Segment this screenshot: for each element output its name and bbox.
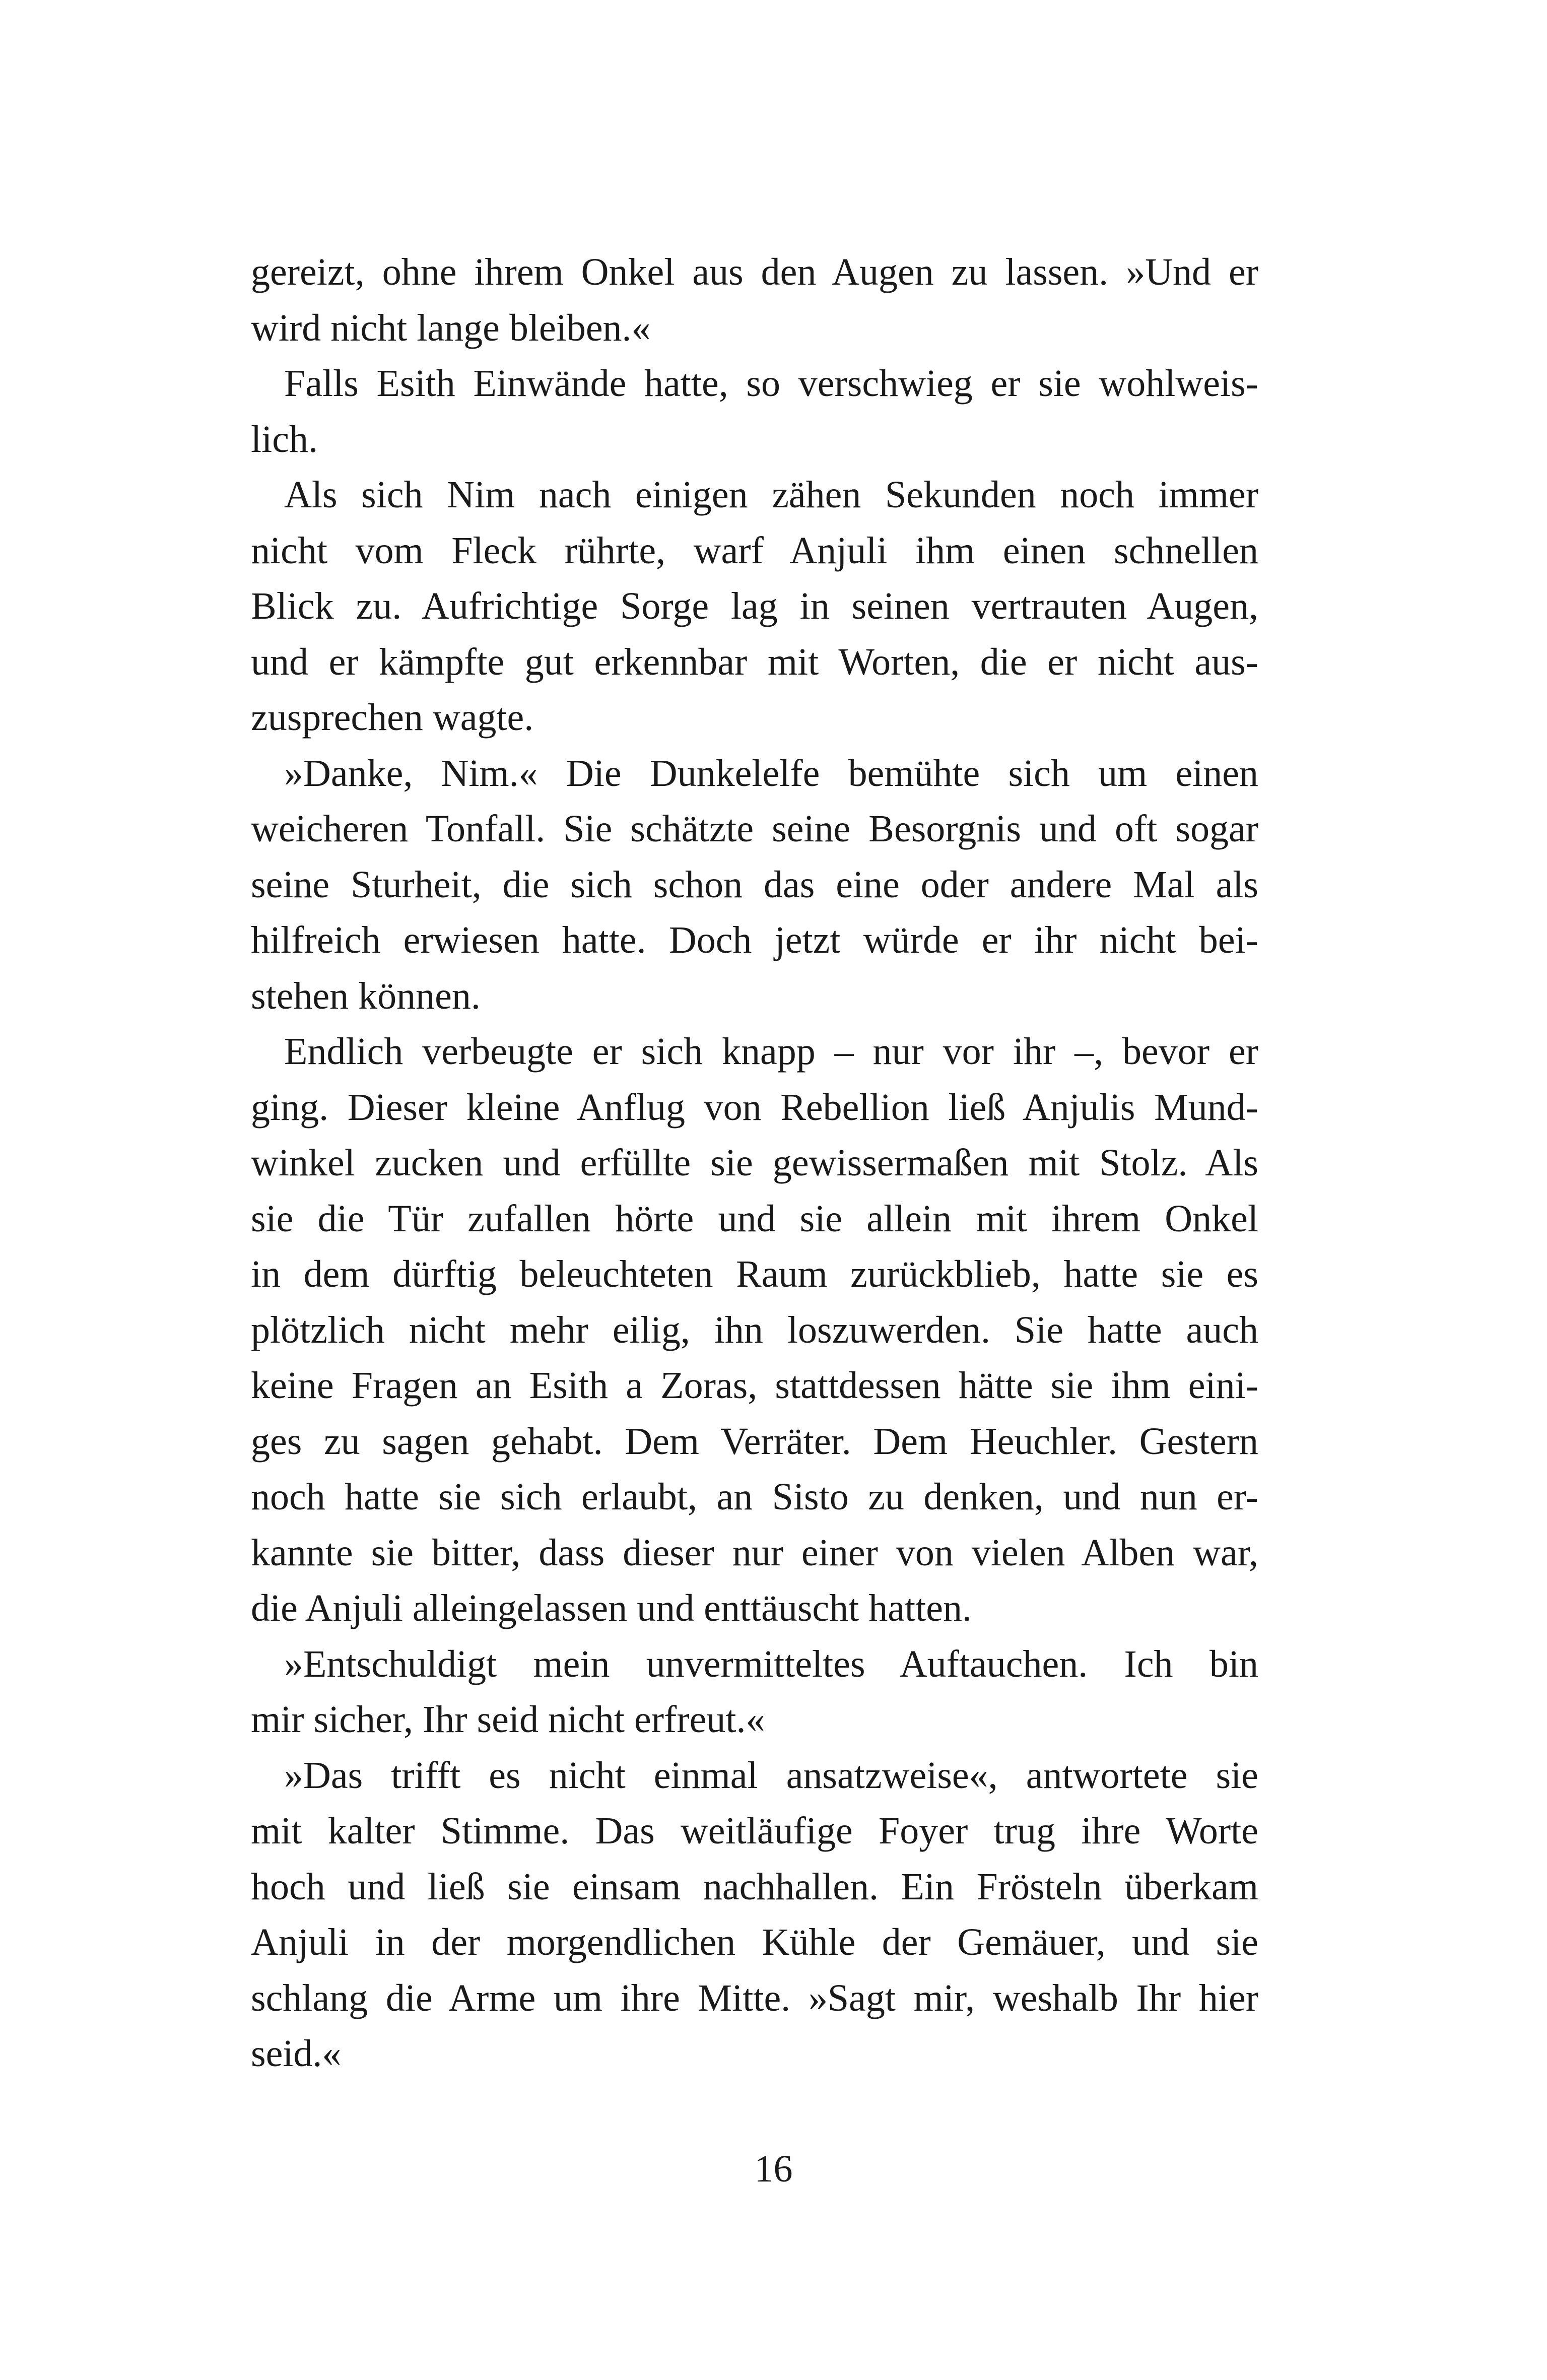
text-line: schlang die Arme um ihre Mitte. »Sagt mir, weshalb Ihr hier	[251, 1976, 1258, 2019]
page-number: 16	[754, 2148, 793, 2190]
text-line: plötzlich nicht mehr eilig, ihn loszuwerden. Sie hatte auch	[251, 1308, 1258, 1351]
text-line: lich.	[251, 418, 318, 460]
text-line: Endlich verbeugte er sich knapp – nur vor ihr –, bevor er	[284, 1030, 1258, 1073]
text-line: hilfreich erwiesen hatte. Doch jetzt würde er ihr nicht bei-	[251, 919, 1258, 961]
text-line: noch hatte sie sich erlaubt, an Sisto zu denken, und nun er-	[251, 1476, 1258, 1518]
text-line: Falls Esith Einwände hatte, so verschwieg er sie wohlweis-	[284, 362, 1258, 405]
text-line: und er kämpfte gut erkennbar mit Worten, die er nicht aus-	[251, 640, 1258, 683]
text-line: ging. Dieser kleine Anflug von Rebellion ließ Anjulis Mund-	[251, 1086, 1258, 1129]
text-line: die Anjuli alleingelassen und enttäuscht hatten.	[251, 1587, 972, 1629]
text-line: Anjuli in der morgendlichen Kühle der Gemäuer, und sie	[251, 1921, 1258, 1963]
text-line: in dem dürftig beleuchteten Raum zurückblieb, hatte sie es	[251, 1253, 1258, 1295]
text-line: wird nicht lange bleiben.«	[251, 306, 651, 349]
text-line: Blick zu. Aufrichtige Sorge lag in seinen vertrauten Augen,	[251, 585, 1258, 627]
text-line: kannte sie bitter, dass dieser nur einer von vielen Alben war,	[251, 1531, 1258, 1574]
text-line: winkel zucken und erfüllte sie gewissermaßen mit Stolz. Als	[251, 1142, 1258, 1184]
body-text	[251, 244, 1258, 2082]
text-line: sie die Tür zufallen hörte und sie allein mit ihrem Onkel	[251, 1197, 1258, 1240]
text-line: gereizt, ohne ihrem Onkel aus den Augen zu lassen. »Und er	[251, 251, 1258, 293]
text-line: Als sich Nim nach einigen zähen Sekunden noch immer	[284, 474, 1258, 516]
text-line: weicheren Tonfall. Sie schätzte seine Besorgnis und oft sogar	[251, 808, 1258, 850]
text-line: keine Fragen an Esith a Zoras, stattdessen hätte sie ihm eini-	[251, 1364, 1258, 1407]
text-line: stehen können.	[251, 974, 481, 1017]
text-line: seid.«	[251, 2032, 342, 2075]
text-line: »Das trifft es nicht einmal ansatzweise«, antwortete sie	[284, 1754, 1258, 1797]
text-line: nicht vom Fleck rührte, warf Anjuli ihm einen schnellen	[251, 529, 1258, 572]
text-line: mit kalter Stimme. Das weitläufige Foyer trug ihre Worte	[251, 1810, 1258, 1852]
text-line: »Entschuldigt mein unvermitteltes Auftauchen. Ich bin	[284, 1642, 1258, 1685]
text-line: zusprechen wagte.	[251, 696, 534, 739]
text-line: hoch und ließ sie einsam nachhallen. Ein Frösteln überkam	[251, 1865, 1258, 1908]
text-line: mir sicher, Ihr seid nicht erfreut.«	[251, 1698, 765, 1741]
text-line: »Danke, Nim.« Die Dunkelelfe bemühte sich um einen	[284, 752, 1258, 795]
text-line: seine Sturheit, die sich schon das eine oder andere Mal als	[251, 863, 1258, 906]
text-line: ges zu sagen gehabt. Dem Verräter. Dem Heuchler. Gestern	[251, 1420, 1258, 1463]
